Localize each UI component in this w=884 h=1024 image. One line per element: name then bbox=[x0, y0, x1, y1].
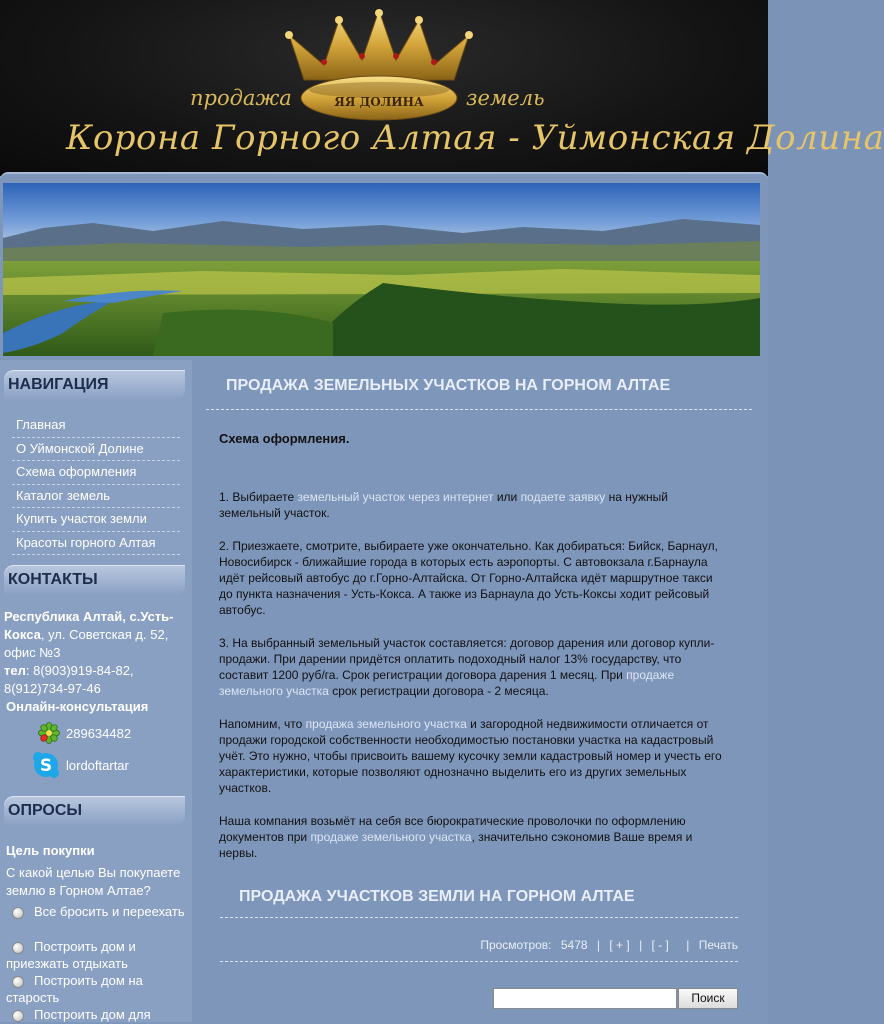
skype-contact[interactable] bbox=[32, 751, 129, 779]
poll-option-label: Построить дом и приезжать отдыхать bbox=[6, 939, 136, 971]
poll-option[interactable] bbox=[6, 938, 186, 972]
poll-title: Цель покупки bbox=[6, 843, 95, 858]
tagline-right: земель bbox=[466, 86, 545, 110]
poll-option-label: Построить дом для bbox=[34, 1007, 151, 1022]
poll-question: С какой целью Вы покупаете землю в Горном Алтае? bbox=[6, 865, 181, 898]
poll-radio[interactable] bbox=[12, 907, 24, 919]
paragraph-5 bbox=[219, 813, 729, 861]
p1-text-c: на нужный земельный участок. bbox=[219, 490, 668, 520]
nav-item-about[interactable]: О Уймонской Долине bbox=[12, 438, 180, 462]
contacts-block bbox=[4, 608, 186, 698]
p5-text-b: , значительно сэкономив Ваше время и нервы. bbox=[219, 830, 693, 860]
poll-option-label: Все бросить и переехать bbox=[34, 904, 185, 919]
site-title: Корона Горного Алтая - Уймонская Долина bbox=[66, 118, 884, 158]
crown-inscription: ЯЯ ДОЛИНА bbox=[334, 95, 424, 109]
crown-logo bbox=[284, 10, 474, 125]
tagline-left: продажа bbox=[190, 86, 292, 110]
contacts-phone-label: тел bbox=[4, 663, 26, 678]
contacts-address: , ул. Советская д. 52, офис №3 bbox=[4, 627, 169, 660]
poll-option[interactable] bbox=[6, 903, 186, 920]
landscape-banner bbox=[3, 183, 760, 356]
site-header bbox=[0, 0, 884, 176]
link-land-sale[interactable]: продажа земельного участка bbox=[305, 717, 467, 731]
contacts-header bbox=[4, 565, 185, 595]
separator: | bbox=[596, 938, 601, 952]
link-submit-request[interactable]: подаете заявку bbox=[520, 490, 606, 504]
font-decrease-button[interactable]: [ - ] bbox=[651, 938, 669, 952]
section-heading: ПРОДАЖА УЧАСТКОВ ЗЕМЛИ НА ГОРНОМ АЛТАЕ bbox=[239, 888, 635, 905]
p5-text-a: Наша компания возьмёт на себя все бюрократические проволочки по оформлению документов при bbox=[219, 814, 686, 844]
divider bbox=[206, 409, 752, 410]
polls-header bbox=[4, 796, 185, 826]
paragraph-4 bbox=[219, 716, 729, 796]
online-consultation-label: Онлайн-консультация bbox=[6, 699, 149, 714]
link-land-sale[interactable]: продаже земельного участка bbox=[219, 668, 675, 698]
print-link[interactable]: Печать bbox=[698, 938, 738, 952]
navigation-header bbox=[4, 370, 185, 400]
poll-option-label: Построить дом на старость bbox=[6, 973, 143, 1005]
p1-text-a: 1. Выбираете bbox=[219, 490, 298, 504]
separator: | bbox=[639, 938, 643, 952]
nav-item-scheme[interactable]: Схема оформления bbox=[12, 461, 180, 485]
poll-option[interactable] bbox=[6, 1006, 186, 1023]
font-increase-button[interactable]: [ + ] bbox=[609, 938, 630, 952]
skype-icon bbox=[32, 751, 60, 779]
nav-item-beauty[interactable]: Красоты горного Алтая bbox=[12, 532, 180, 556]
divider bbox=[220, 961, 738, 962]
article-subheading: Схема оформления. bbox=[219, 431, 350, 446]
svg-text:S: S bbox=[39, 756, 53, 776]
contacts-phones: : 8(903)919-84-82, 8(912)734-97-46 bbox=[4, 663, 134, 696]
contacts-region: Республика Алтай, с.Усть-Кокса bbox=[4, 609, 174, 642]
p4-text-a: Напомним, что bbox=[219, 717, 306, 731]
paragraph-2: 2. Приезжаете, смотрите, выбираете уже окончательно. Как добираться: Бийск, Барнаул, Новосибирск - ближайшие города в которых есть аэропорты. С автовокзала г.Барнаула идёт рейсовый автобус до г.Горно-Алтайска. От Горно-Алтайска идёт маршрутное такси до пункта назначения - Усть-Кокса. А также из Барнаула до Усть-Коксы ходит рейсовый автобус. bbox=[219, 539, 718, 617]
skype-name: lordoftartar bbox=[66, 757, 129, 773]
search-input[interactable] bbox=[493, 988, 677, 1009]
search-button[interactable]: Поиск bbox=[678, 988, 738, 1009]
polls-title: ОПРОСЫ bbox=[8, 802, 83, 819]
icq-flower-icon bbox=[38, 722, 60, 744]
link-land-sale[interactable]: продаже земельного участка bbox=[310, 830, 472, 844]
separator: | bbox=[686, 938, 690, 952]
nav-item-buy[interactable]: Купить участок земли bbox=[12, 508, 180, 532]
views-label: Просмотров: bbox=[480, 938, 552, 952]
poll-option[interactable] bbox=[6, 972, 186, 1006]
icq-contact[interactable] bbox=[38, 722, 131, 744]
nav-item-catalog[interactable]: Каталог земель bbox=[12, 485, 180, 509]
p4-text-b: и загородной недвижимости отличается от продажи городской собственности необходимостью постановки участка на кадастровый учёт. Это нужно, чтобы присвоить вашему кусочку земли кадастровый номер и учесть его характеристики, которые позволяют однозначно выделить его из других земельных участков. bbox=[219, 717, 722, 795]
icq-number: 289634482 bbox=[66, 725, 132, 741]
divider bbox=[220, 917, 738, 918]
navigation-title: НАВИГАЦИЯ bbox=[8, 376, 109, 393]
p3-text-b: срок регистрации договора - 2 месяца. bbox=[328, 684, 549, 698]
paragraph-3 bbox=[219, 635, 729, 699]
link-land-online[interactable]: земельный участок через интернет bbox=[297, 490, 494, 504]
poll-radio[interactable] bbox=[12, 1010, 24, 1022]
contacts-title: КОНТАКТЫ bbox=[8, 571, 98, 588]
navigation-menu bbox=[12, 414, 180, 555]
poll-radio[interactable] bbox=[12, 976, 24, 988]
article-stats bbox=[474, 938, 738, 952]
main-content bbox=[206, 360, 752, 1022]
page-title: ПРОДАЖА ЗЕМЕЛЬНЫХ УЧАСТКОВ НА ГОРНОМ АЛТАЕ bbox=[226, 377, 671, 394]
p1-text-b: или bbox=[493, 490, 521, 504]
poll-radio[interactable] bbox=[12, 942, 24, 954]
paragraph-1 bbox=[219, 489, 729, 521]
views-count: 5478 bbox=[560, 938, 588, 952]
nav-item-home[interactable]: Главная bbox=[12, 414, 180, 438]
p3-text-a: 3. На выбранный земельный участок составляется: договор дарения или договор купли-продажи. При дарении придётся оплатить подоходный налог 13% государству, что составит 1200 руб/га. Срок регистрации договора дарения 1 месяц. При bbox=[219, 636, 715, 682]
